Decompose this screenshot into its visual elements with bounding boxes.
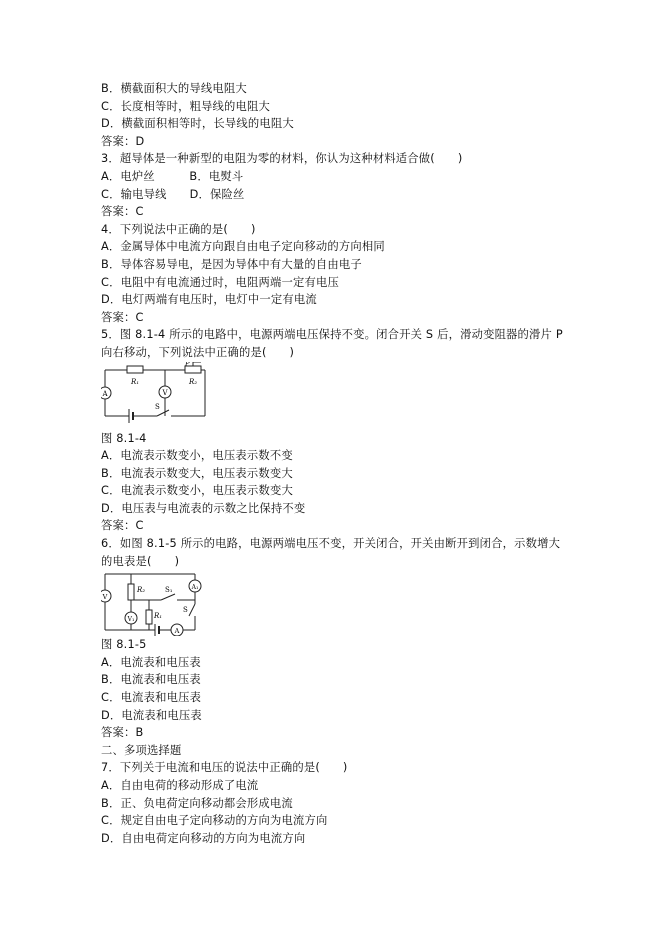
svg-text:S: S	[155, 402, 160, 411]
figure-caption: 图 8.1-5	[101, 638, 147, 652]
option-line: B．电流表和电压表	[101, 673, 201, 687]
document-page	[101, 80, 571, 847]
resistor-r1	[146, 610, 152, 624]
question-stem: 5．图 8.1-4 所示的电路中，电源两端电压保持不变。闭合开关 S 后，滑动变阻器的滑片 P	[101, 328, 563, 342]
option-line: D．自由电荷定向移动的方向为电流方向	[101, 831, 306, 845]
option-line: A．自由电荷的移动形成了电流	[101, 779, 259, 792]
circuit-figure-8-1-4	[101, 362, 571, 430]
question-7-block	[101, 759, 571, 847]
option-line: A．电流表示数变小，电压表示数不变	[101, 449, 293, 463]
option-line: A．金属导体中电流方向跟自由电子定向移动的方向相同	[101, 240, 385, 254]
option-line: A．电流表和电压表	[101, 655, 201, 669]
svg-text:A₁: A₁	[191, 584, 199, 592]
question-2-4-block	[101, 80, 571, 326]
svg-text:A: A	[102, 389, 108, 398]
option-line: D．电压表与电流表的示数之比保持不变	[101, 501, 306, 515]
svg-text:S₁: S₁	[165, 586, 173, 595]
question-stem: 7．下列关于电流和电压的说法中正确的是( )	[101, 761, 348, 775]
option-line: C．电流表示数变小，电压表示数变大	[101, 484, 294, 498]
option-line: B．导体容易导电，是因为导体中有大量的自由电子	[101, 257, 362, 271]
question-6-block	[101, 535, 571, 742]
figure-caption: 图 8.1-4	[101, 431, 147, 445]
answer-line: 答案：C	[101, 310, 144, 324]
option-line: C．电流表和电压表	[101, 691, 202, 705]
option-line: D．横截面积相等时，长导线的电阻大	[101, 117, 294, 131]
option-line: B．电流表示数变大，电压表示数变大	[101, 466, 293, 480]
answer-line: 答案：B	[101, 726, 144, 740]
section-heading: 二、多项选择题	[101, 743, 182, 757]
option-line: B．横截面积大的导线电阻大	[101, 82, 247, 95]
resistor-r2	[128, 584, 134, 600]
question-stem: 3．超导体是一种新型的电阻为零的材料，你认为这种材料适合做( )	[101, 152, 463, 166]
option-line: C．长度相等时，粗导线的电阻大	[101, 99, 271, 113]
option-line: A．电炉丝 B．电熨斗	[101, 169, 244, 183]
svg-text:V: V	[162, 388, 168, 397]
circuit-diagram	[101, 362, 301, 430]
question-stem: 4．下列说法中正确的是( )	[101, 222, 256, 236]
question-stem-cont: 向右移动，下列说法中正确的是( )	[101, 345, 295, 359]
resistor-r1	[127, 366, 143, 373]
option-line: C．规定自由电子定向移动的方向为电流方向	[101, 814, 328, 828]
svg-text:R₂: R₂	[137, 586, 146, 595]
svg-text:S: S	[183, 606, 188, 615]
svg-text:R₁: R₁	[154, 612, 163, 621]
question-5-block	[101, 326, 571, 535]
svg-text:R₁: R₁	[131, 377, 140, 386]
circuit-diagram	[101, 570, 301, 636]
svg-text:V₁: V₁	[127, 616, 135, 624]
option-line: B．正、负电荷定向移动都会形成电流	[101, 796, 293, 810]
option-line: D．电灯两端有电压时，电灯中一定有电流	[101, 293, 317, 307]
answer-line: 答案：C	[101, 205, 144, 219]
option-line: D．电流表和电压表	[101, 708, 202, 722]
question-stem: 6．如图 8.1-5 所示的电路，电源两端电压不变，开关闭合，开关由断开到闭合，示数增大	[101, 537, 561, 551]
answer-line: 答案：C	[101, 519, 144, 533]
svg-text:A: A	[174, 627, 180, 636]
option-line: C．输电导线 D．保险丝	[101, 187, 245, 201]
circuit-figure-8-1-5	[101, 570, 571, 636]
svg-text:V: V	[102, 593, 108, 602]
svg-text:P: P	[185, 361, 190, 368]
question-stem-cont: 的电表是( )	[101, 554, 180, 568]
option-line: C．电阻中有电流通过时，电阻两端一定有电压	[101, 275, 340, 289]
answer-line: 答案：D	[101, 134, 145, 148]
svg-text:R₂: R₂	[189, 377, 198, 386]
